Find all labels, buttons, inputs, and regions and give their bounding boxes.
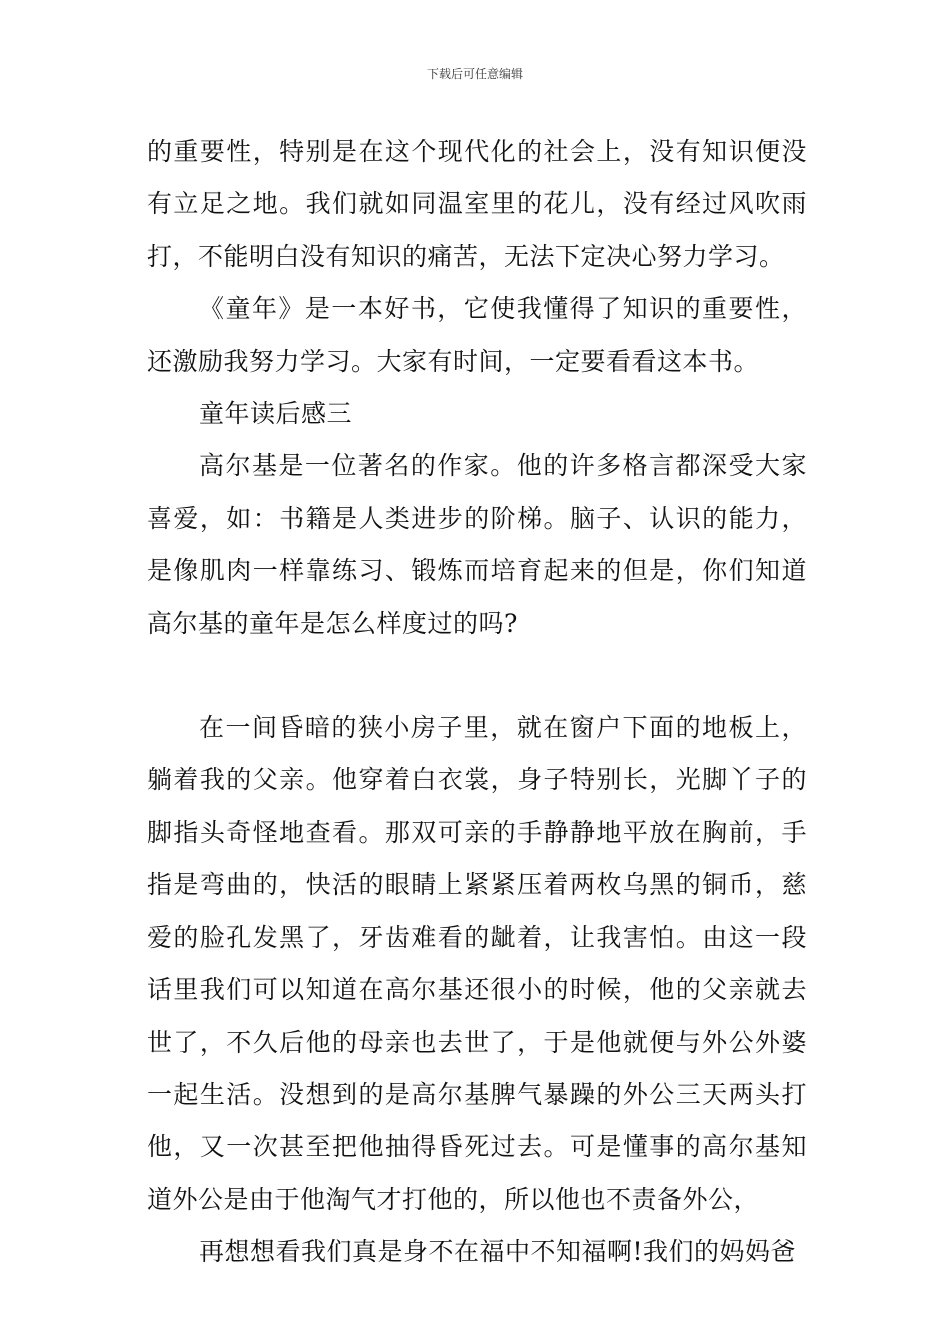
paragraph-gap xyxy=(147,650,807,702)
page-header: 下载后可任意编辑 xyxy=(426,67,523,81)
document-body xyxy=(147,126,807,1279)
paragraph-continued: 的重要性，特别是在这个现代化的社会上，没有知识便没有立足之地。我们就如同温室里的花儿，没有经过风吹雨打，不能明白没有知识的痛苦，无法下定决心努力学习。 xyxy=(147,137,807,271)
section-heading: 童年读后感三 xyxy=(199,399,353,429)
paragraph-gorky-intro: 高尔基是一位著名的作家。他的许多格言都深受大家喜爱，如：书籍是人类进步的阶梯。脑子、认识的能力，是像肌肉一样靠练习、锻炼而培育起来的但是，你们知道高尔基的童年是怎么样度过的吗? xyxy=(147,451,807,638)
paragraph-reflection: 再想想看我们真是身不在福中不知福啊!我们的妈妈爸 xyxy=(199,1237,797,1267)
paragraph-gorky-childhood: 在一间昏暗的狭小房子里，就在窗户下面的地板上，躺着我的父亲。他穿着白衣裳，身子特别长，光脚丫子的脚指头奇怪地查看。那双可亲的手静静地平放在胸前，手指是弯曲的，快活的眼睛上紧紧压着两枚乌黑的铜币，慈爱的脸孔发黑了，牙齿难看的龇着，让我害怕。由这一段话里我们可以知道在高尔基还很小的时候，他的父亲就去世了，不久后他的母亲也去世了，于是他就便与外公外婆一起生活。没想到的是高尔基脾气暴躁的外公三天两头打他，又一次甚至把他抽得昏死过去。可是懂事的高尔基知道外公是由于他淘气才打他的，所以他也不责备外公， xyxy=(147,713,807,1214)
paragraph-book-recommendation: 《童年》是一本好书，它使我懂得了知识的重要性，还激励我努力学习。大家有时间，一定要看看这本书。 xyxy=(147,294,807,376)
